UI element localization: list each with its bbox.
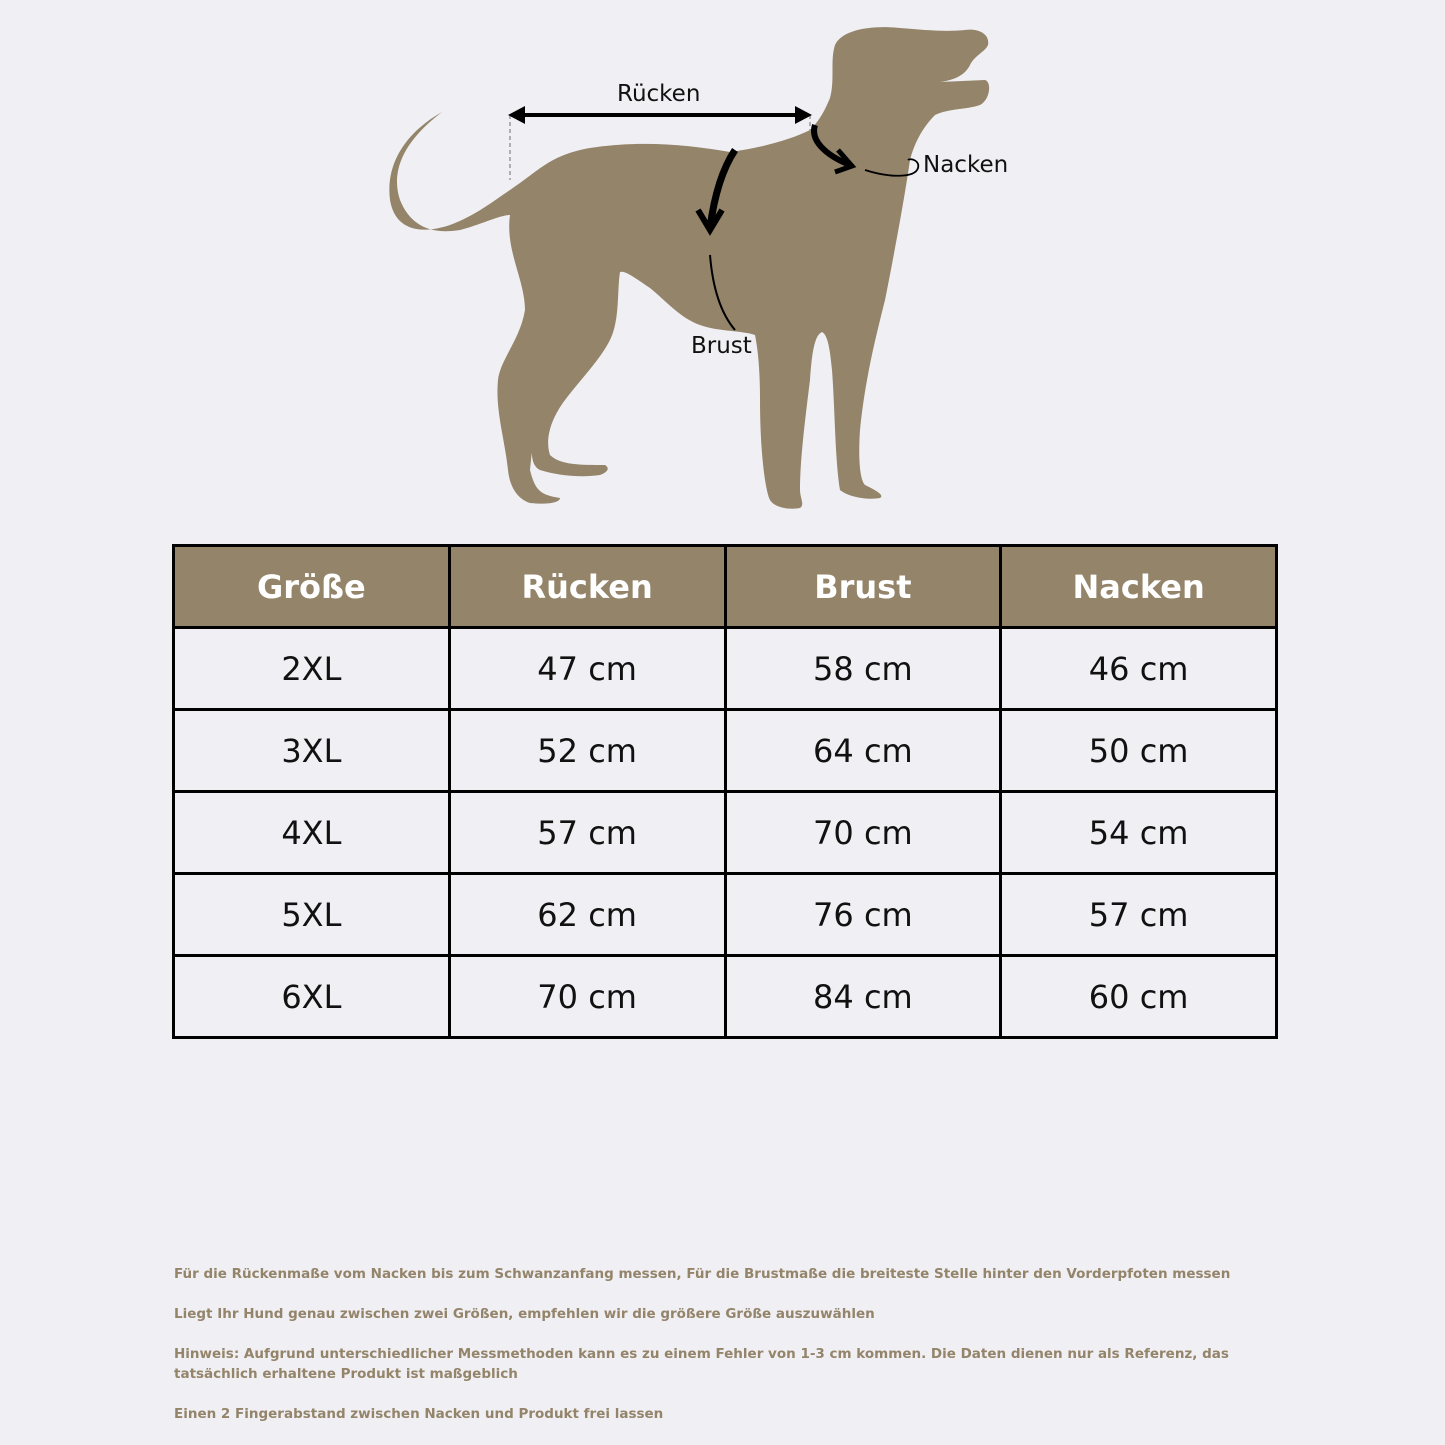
table-header-row — [174, 546, 1277, 628]
cell-neck: 60 cm — [1001, 956, 1277, 1038]
header-back: Rücken — [449, 546, 725, 628]
cell-chest: 70 cm — [725, 792, 1001, 874]
note-finger-gap: Einen 2 Fingerabstand zwischen Nacken und Produkt frei lassen — [174, 1406, 664, 1422]
note-size-recommendation: Liegt Ihr Hund genau zwischen zwei Größen, empfehlen wir die größere Größe auszuwählen — [174, 1306, 875, 1322]
cell-size: 3XL — [174, 710, 450, 792]
size-chart-table — [172, 544, 1278, 1039]
table-row — [174, 792, 1277, 874]
cell-back: 57 cm — [449, 792, 725, 874]
note-measurement-tolerance: Hinweis: Aufgrund unterschiedlicher Messmethoden kann es zu einem Fehler von 1-3 cm kommen. Die Daten dienen nur als Referenz, das tatsächlich erhaltene Produkt ist maßgeblich — [174, 1346, 1229, 1382]
neck-label: Nacken — [923, 152, 1009, 178]
back-label: Rücken — [617, 81, 701, 107]
table-row — [174, 874, 1277, 956]
cell-neck: 57 cm — [1001, 874, 1277, 956]
header-neck: Nacken — [1001, 546, 1277, 628]
table-row — [174, 956, 1277, 1038]
cell-size: 6XL — [174, 956, 450, 1038]
cell-neck: 54 cm — [1001, 792, 1277, 874]
header-chest: Brust — [725, 546, 1001, 628]
table-row — [174, 628, 1277, 710]
cell-back: 70 cm — [449, 956, 725, 1038]
cell-neck: 46 cm — [1001, 628, 1277, 710]
cell-size: 2XL — [174, 628, 450, 710]
header-size: Größe — [174, 546, 450, 628]
table-row — [174, 710, 1277, 792]
cell-chest: 58 cm — [725, 628, 1001, 710]
cell-back: 47 cm — [449, 628, 725, 710]
cell-neck: 50 cm — [1001, 710, 1277, 792]
chest-label: Brust — [691, 333, 752, 359]
dog-measurement-illustration — [380, 20, 1030, 520]
cell-size: 5XL — [174, 874, 450, 956]
measurement-notes — [174, 1264, 1284, 1444]
cell-chest: 64 cm — [725, 710, 1001, 792]
dog-silhouette-icon — [380, 20, 1030, 520]
note-measuring-instructions: Für die Rückenmaße vom Nacken bis zum Schwanzanfang messen, Für die Brustmaße die breiteste Stelle hinter den Vorderpfoten messen — [174, 1266, 1231, 1282]
cell-back: 52 cm — [449, 710, 725, 792]
cell-size: 4XL — [174, 792, 450, 874]
cell-chest: 84 cm — [725, 956, 1001, 1038]
cell-chest: 76 cm — [725, 874, 1001, 956]
cell-back: 62 cm — [449, 874, 725, 956]
